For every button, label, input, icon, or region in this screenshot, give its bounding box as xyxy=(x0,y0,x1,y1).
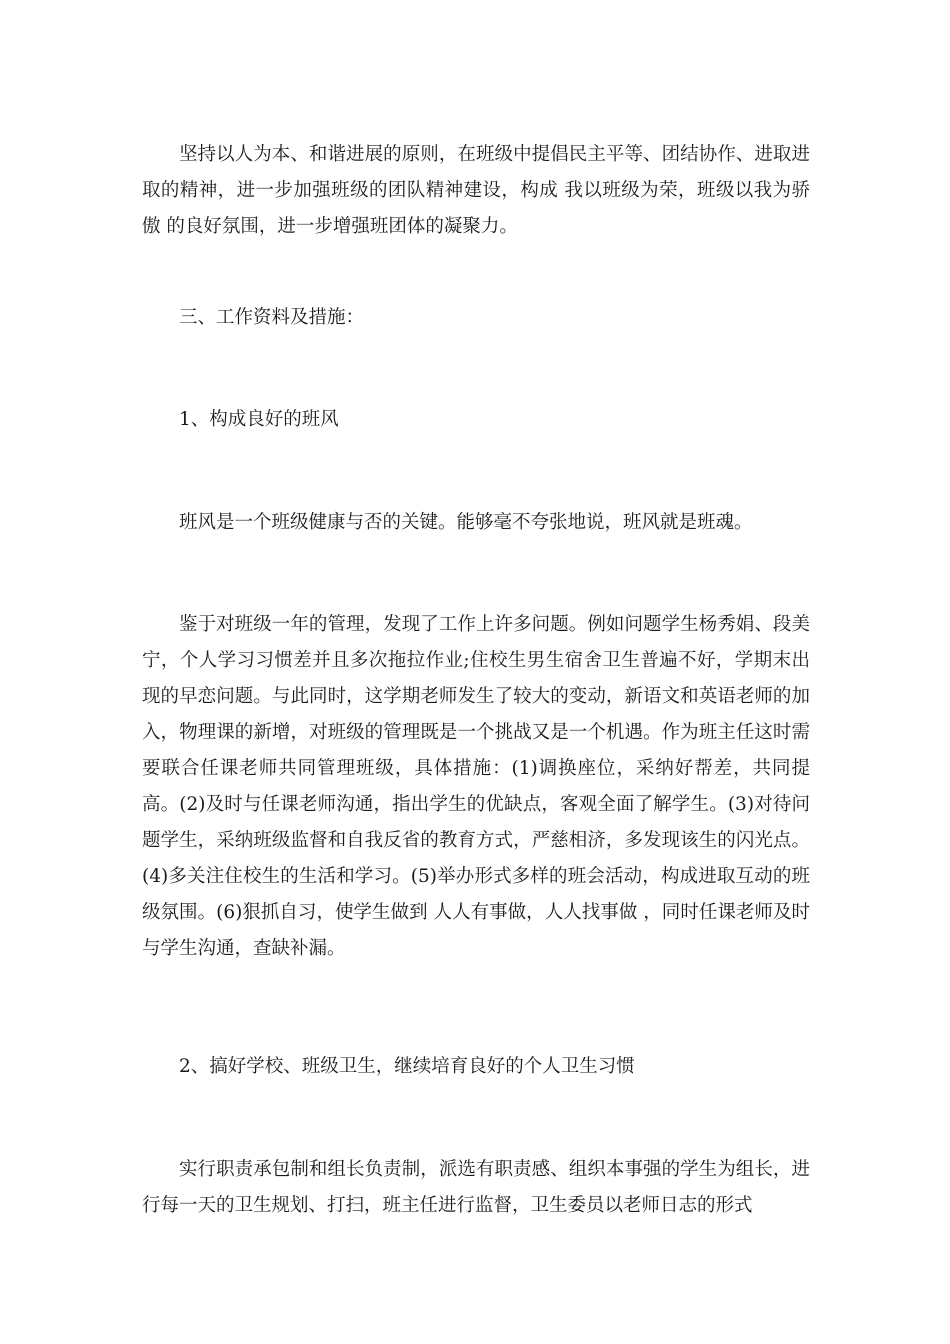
subheading-hygiene: 2、搞好学校、班级卫生，继续培育良好的个人卫生习惯 xyxy=(179,1056,635,1077)
paragraph-hygiene: 实行职责承包制和组长负责制，派选有职责感、组织本事强的学生为组长，进行每一天的卫生规划、打扫，班主任进行监督，卫生委员以老师日志的形式 xyxy=(142,1159,810,1216)
paragraph-principle: 坚持以人为本、和谐进展的原则，在班级中提倡民主平等、团结协作、进取进取的精神，进一步加强班级的团队精神建设，构成 我以班级为荣，班级以我为骄傲 的良好氛围，进一步增强班团体的凝聚力。 xyxy=(142,144,810,237)
subheading-class-style: 1、构成良好的班风 xyxy=(179,409,339,430)
paragraph-class-style: 班风是一个班级健康与否的关键。能够毫不夸张地说，班风就是班魂。 xyxy=(179,512,753,533)
paragraph-management-measures: 鉴于对班级一年的管理，发现了工作上许多问题。例如问题学生杨秀娟、段美宁，个人学习习惯差并且多次拖拉作业;住校生男生宿舍卫生普遍不好，学期末出现的早恋问题。与此同时，这学期老师发生了较大的变动，新语文和英语老师的加入，物理课的新增，对班级的管理既是一个挑战又是一个机遇。作为班主任这时需要联合任课老师共同管理班级，具体措施：(1)调换座位，采纳好帮差，共同提高。(2)及时与任课老师沟通，指出学生的优缺点，客观全面了解学生。(3)对待问题学生，采纳班级监督和自我反省的教育方式，严慈相济，多发现该生的闪光点。(4)多关注住校生的生活和学习。(5)举办形式多样的班会活动，构成进取互动的班级氛围。(6)狠抓自习，使学生做到 人人有事做，人人找事做 ，同时任课老师及时与学生沟通，查缺补漏。 xyxy=(142,614,810,959)
section-heading-work-measures: 三、工作资料及措施： xyxy=(179,307,365,328)
